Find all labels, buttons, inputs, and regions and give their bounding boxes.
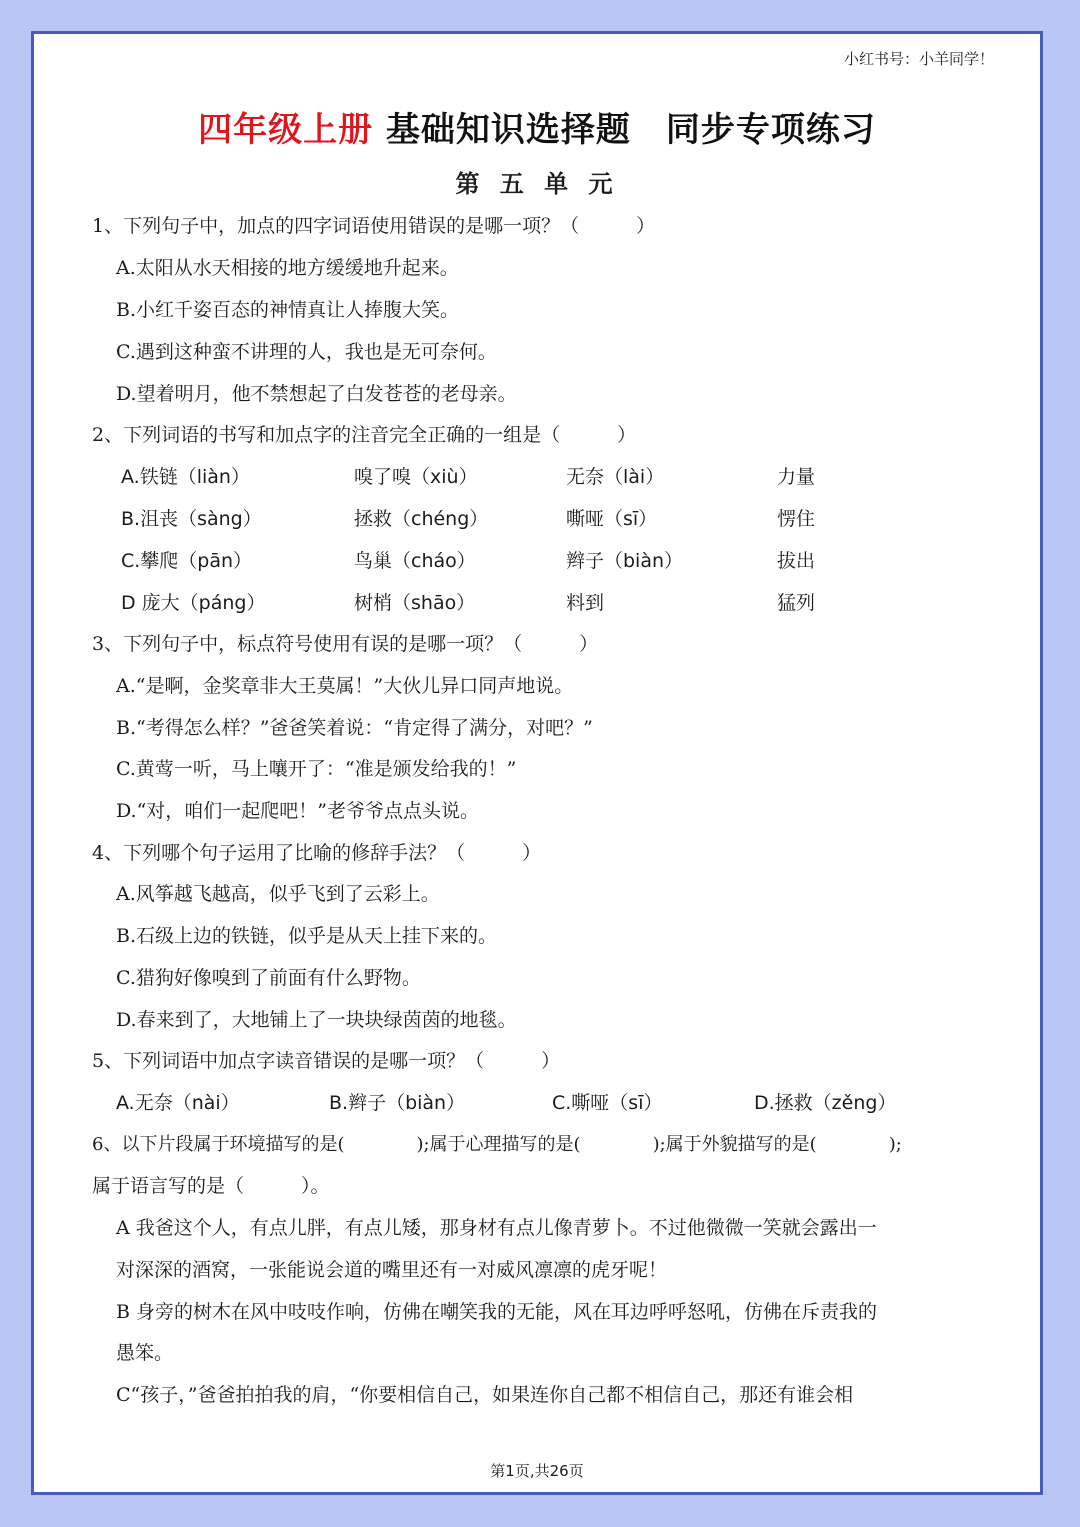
- title-grade: 四年级上册: [198, 110, 374, 150]
- corner-note: 小红书号：小羊同学！: [843, 50, 994, 68]
- q2-b-word3: 嘶哑（sī）: [566, 508, 658, 530]
- q2-a-word1: A.铁链（liàn）: [121, 466, 250, 488]
- q2-c-word3: 辫子（biàn）: [566, 550, 684, 572]
- q6-passage-c-line1: C“孩子，”爸爸拍拍我的肩，“你要相信自己，如果连你自己都不相信自己，那还有谁会相: [116, 1384, 854, 1406]
- q2-d-word2: 树梢（shāo）: [354, 592, 476, 614]
- q1-option-a: A.太阳从水天相接的地方缓缓地升起来。: [116, 257, 459, 279]
- q2-stem: 2、下列词语的书写和加点字的注音完全正确的一组是（ ）: [92, 424, 637, 446]
- q6-passage-b-line1: B 身旁的树木在风中吱吱作响，仿佛在嘲笑我的无能，风在耳边呼呼怒吼，仿佛在斥责我的: [116, 1301, 878, 1323]
- q4-option-d: D.春来到了，大地铺上了一块块绿茵茵的地毯。: [116, 1009, 517, 1031]
- q1-option-b: B.小红千姿百态的神情真让人捧腹大笑。: [116, 299, 460, 321]
- title-topic: 基础知识选择题 同步专项练习: [385, 110, 876, 150]
- q2-c-word2: 鸟巢（cháo）: [354, 550, 476, 572]
- q3-option-b: B.“考得怎么样？”爸爸笑着说：“肯定得了满分，对吧？”: [116, 717, 593, 739]
- q3-option-c: C.黄莺一听，马上嚷开了：“准是颁发给我的！”: [116, 758, 517, 780]
- q5-option-b: B.辫子（biàn）: [329, 1092, 466, 1114]
- q6-passage-a-line2: 对深深的酒窝，一张能说会道的嘴里还有一对威风凛凛的虎牙呢！: [116, 1259, 668, 1281]
- page-number: 第1页,共26页: [490, 1462, 584, 1480]
- page-title: [34, 102, 1040, 151]
- q2-d-word3: 料到: [566, 592, 605, 614]
- q5-stem: 5、下列词语中加点字读音错误的是哪一项？（ ）: [92, 1050, 561, 1072]
- q6-stem-line1: 6、以下片段属于环境描写的是( );属于心理描写的是( );属于外貌描写的是( );: [92, 1134, 902, 1155]
- q5-option-a: A.无奈（nài）: [116, 1092, 240, 1114]
- q3-option-d: D.“对，咱们一起爬吧！”老爷爷点点头说。: [116, 800, 480, 822]
- q1-option-c: C.遇到这种蛮不讲理的人，我也是无可奈何。: [116, 341, 497, 363]
- q3-option-a: A.“是啊，金奖章非大王莫属！”大伙儿异口同声地说。: [116, 675, 574, 697]
- q4-stem: 4、下列哪个句子运用了比喻的修辞手法？（ ）: [92, 842, 542, 864]
- q6-passage-a-line1: A 我爸这个人，有点儿胖，有点儿矮，那身材有点儿像青萝卜。不过他微微一笑就会露出一: [116, 1217, 877, 1239]
- page-frame: [31, 31, 1043, 1495]
- q3-stem: 3、下列句子中，标点符号使用有误的是哪一项？（ ）: [92, 633, 599, 655]
- q5-option-c: C.嘶哑（sī）: [552, 1092, 663, 1114]
- q2-a-word3: 无奈（lài）: [566, 466, 665, 488]
- q2-d-word1: D 庞大（páng）: [121, 592, 266, 614]
- q1-stem: 1、下列句子中，加点的四字词语使用错误的是哪一项？（ ）: [92, 215, 656, 237]
- q2-a-word2: 嗅了嗅（xiù）: [354, 466, 478, 488]
- q1-option-d: D.望着明月，他不禁想起了白发苍苍的老母亲。: [116, 383, 517, 405]
- q4-option-a: A.风筝越飞越高，似乎飞到了云彩上。: [116, 883, 440, 905]
- q4-option-c: C.猎狗好像嗅到了前面有什么野物。: [116, 967, 421, 989]
- q4-option-b: B.石级上边的铁链，似乎是从天上挂下来的。: [116, 925, 498, 947]
- q2-c-word4: 拔出: [777, 550, 816, 572]
- q2-b-word4: 愣住: [777, 508, 816, 530]
- unit-heading: 第 五 单 元: [455, 170, 619, 198]
- q5-option-d: D.拯救（zěng）: [754, 1092, 897, 1114]
- q2-b-word1: B.沮丧（sàng）: [121, 508, 262, 530]
- q2-c-word1: C.攀爬（pān）: [121, 550, 253, 572]
- q2-d-word4: 猛列: [777, 592, 816, 614]
- q6-stem-line2: 属于语言写的是（ ）。: [92, 1175, 330, 1197]
- q6-passage-b-line2: 愚笨。: [116, 1342, 174, 1364]
- q2-b-word2: 拯救（chéng）: [354, 508, 489, 530]
- q2-a-word4: 力量: [777, 466, 816, 488]
